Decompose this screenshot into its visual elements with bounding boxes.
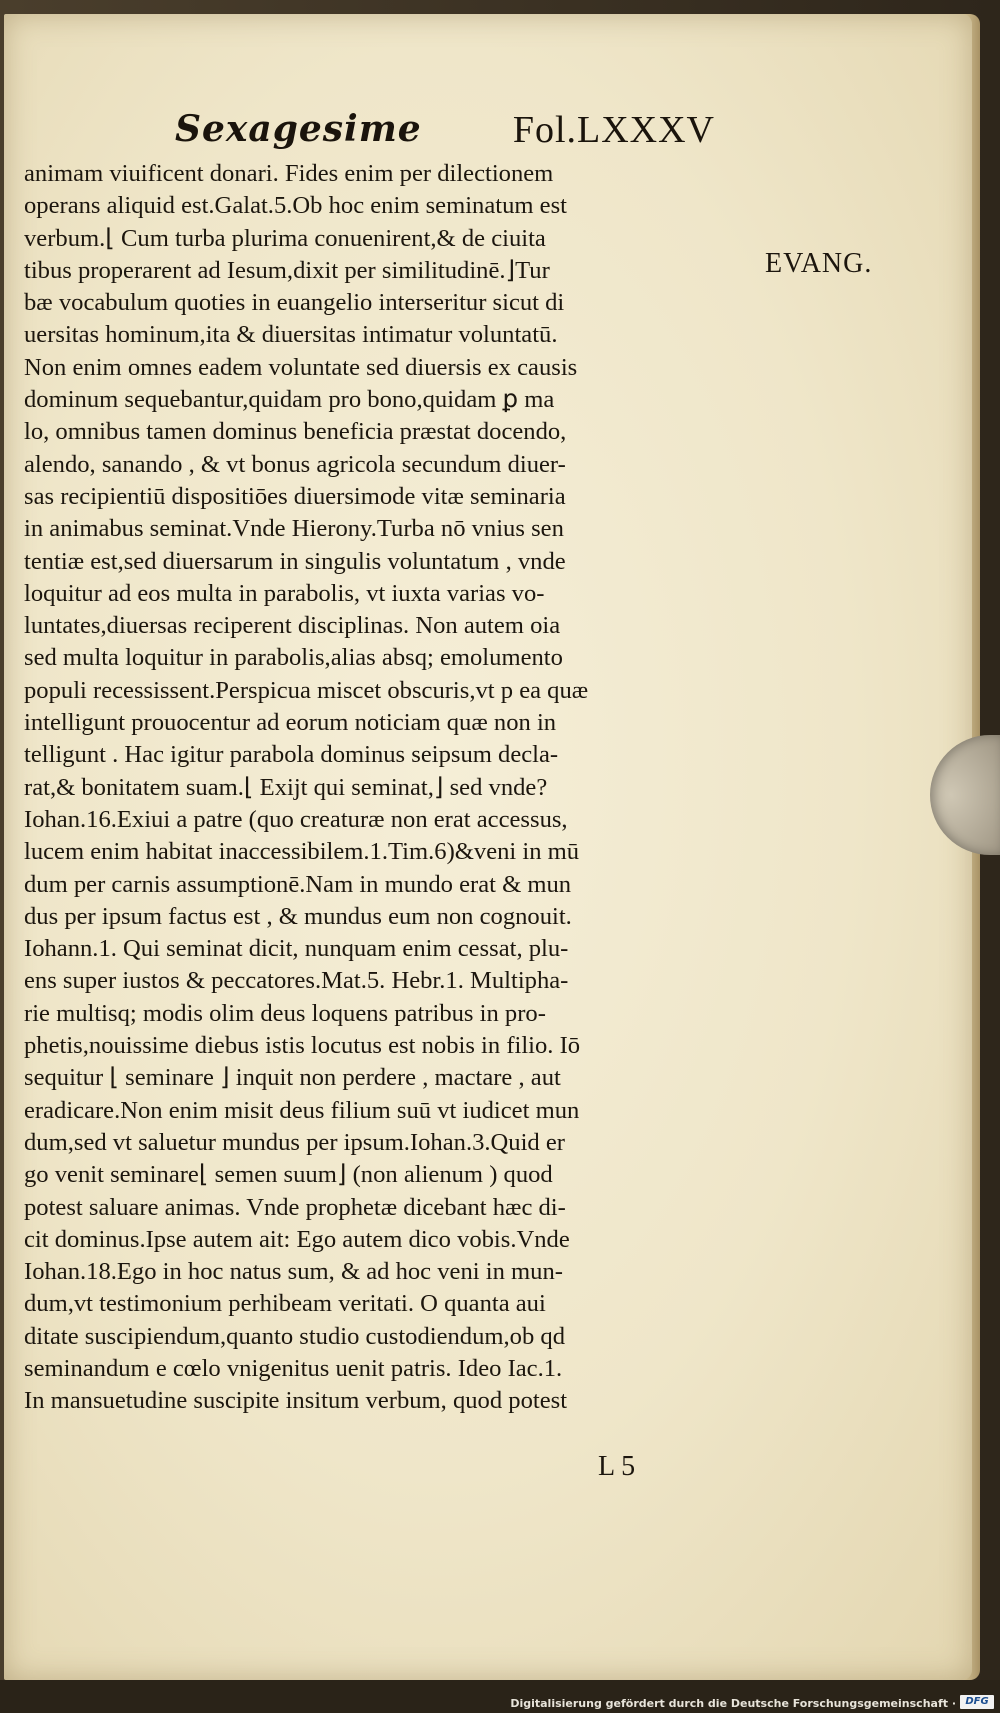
text-line: cit dominus.Ipse autem ait: Ego autem dico vobis.Vnde <box>24 1225 570 1253</box>
text-line: Iohan.16.Exiui a patre (quo creaturæ non erat accessus, <box>24 805 568 833</box>
text-line: tibus properarent ad Iesum,dixit per similitudinē.⌋Tur <box>24 256 550 284</box>
text-line: potest saluare animas. Vnde prophetæ dicebant hæc di- <box>24 1193 566 1221</box>
text-line: verbum.⌊ Cum turba plurima conuenirent,& de ciuita <box>24 224 546 252</box>
text-line: dus per ipsum factus est , & mundus eum non cognouit. <box>24 902 572 930</box>
text-line: go venit seminare⌊ semen suum⌋ (non alienum ) quod <box>24 1161 553 1189</box>
text-line: Non enim omnes eadem voluntate sed diuersis ex causis <box>24 353 578 381</box>
text-line: dum,vt testimonium perhibeam veritati. O quanta aui <box>24 1290 546 1318</box>
text-line: dominum sequebantur,quidam pro bono,quidam ꝑ ma <box>24 386 555 414</box>
text-line: dum per carnis assumptionē.Nam in mundo erat & mun <box>24 870 572 898</box>
text-line: ens super iustos & peccatores.Mat.5. Hebr.1. Multipha- <box>24 967 569 995</box>
text-line: populi recessissent.Perspicua miscet obscuris,vt p ea quæ <box>24 676 589 704</box>
text-line: rat,& bonitatem suam.⌊ Exijt qui seminat,⌋ sed vnde? <box>24 773 548 801</box>
text-line: lucem enim habitat inaccessibilem.1.Tim.6)&veni in mū <box>24 838 580 866</box>
text-line: animam viuificent donari. Fides enim per dilectionem <box>24 160 554 187</box>
text-line: sed multa loquitur in parabolis,alias absq; emolumento <box>24 644 563 672</box>
text-line: tentiæ est,sed diuersarum in singulis voluntatum , vnde <box>24 547 566 575</box>
text-line: seminandum e cœlo vnigenitus uenit patris. Ideo Iac.1. <box>24 1354 563 1382</box>
text-line: bæ vocabulum quoties in euangelio interseritur sicut di <box>24 289 565 317</box>
text-line: luntates,diuersas reciperent disciplinas. Non autem oia <box>24 612 561 640</box>
text-line: alendo, sanando , & vt bonus agricola secundum diuer- <box>24 450 566 478</box>
text-line: ditate suscipiendum,quanto studio custodiendum,ob qd <box>24 1322 566 1350</box>
text-line: phetis,nouissime diebus istis locutus est nobis in filio. Iō <box>24 1032 581 1060</box>
folio-number: Fol.LXXXV <box>512 109 715 151</box>
text-line: lo, omnibus tamen dominus beneficia præstat docendo, <box>24 418 567 446</box>
text-line: Iohan.18.Ego in hoc natus sum, & ad hoc veni in mun- <box>24 1258 563 1286</box>
text-line: telligunt . Hac igitur parabola dominus seipsum decla- <box>24 741 559 769</box>
text-line: in animabus seminat.Vnde Hierony.Turba nō vnius sen <box>24 515 564 543</box>
text-line: intelligunt prouocentur ad eorum noticiam quæ non in <box>24 709 557 737</box>
signature-mark: L 5 <box>598 1451 636 1482</box>
text-line: sequitur ⌊ seminare ⌋ inquit non perdere , mactare , aut <box>24 1064 561 1092</box>
margin-note: EVANG. <box>765 248 873 279</box>
text-line: In mansuetudine suscipite insitum verbum, quod potest <box>24 1387 568 1415</box>
text-line: operans aliquid est.Galat.5.Ob hoc enim seminatum est <box>24 192 567 220</box>
text-line: dum,sed vt saluetur mundus per ipsum.Iohan.3.Quid er <box>24 1128 565 1156</box>
text-line: Iohann.1. Qui seminat dicit, nunquam enim cessat, plu- <box>24 935 569 963</box>
text-line: uersitas hominum,ita & diuersitas intimatur voluntatū. <box>24 321 558 349</box>
text-line: sas recipientiū dispositiōes diuersimode vitæ seminaria <box>24 482 566 510</box>
text-line: rie multisq; modis olim deus loquens patribus in pro- <box>24 999 546 1027</box>
funding-credit: Digitalisierung gefördert durch die Deutsche Forschungsgemeinschaft · <box>510 1697 956 1710</box>
text-line: eradicare.Non enim misit deus filium suū vt iudicet mun <box>24 1096 580 1124</box>
body-text <box>24 158 780 1418</box>
dfg-logo: DFG <box>960 1695 994 1709</box>
page-header <box>175 108 715 158</box>
running-head: Sexagesime <box>175 108 422 150</box>
text-line: loquitur ad eos multa in parabolis, vt iuxta varias vo- <box>24 579 545 607</box>
